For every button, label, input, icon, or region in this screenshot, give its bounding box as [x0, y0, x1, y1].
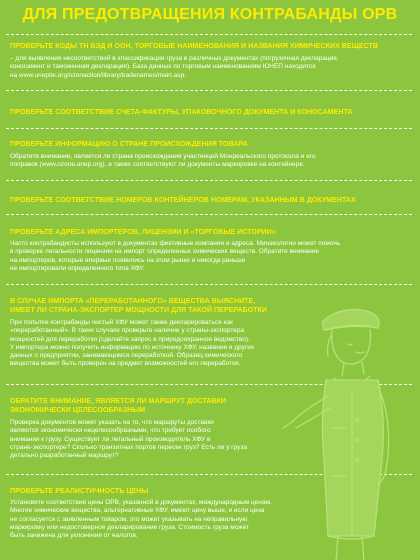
text-line: «переработанный». В таких случаях проверьте наличие у страны-экспортера — [10, 327, 245, 335]
text-line: Установите соответствие цены ОРВ, указанной в документах, международным ценам. — [10, 499, 272, 506]
text-line: Проверка документов может указать на то, что маршруты доставки — [10, 419, 214, 426]
text-line: данных о предприятии, занимающимся переработкой. Образец химического — [10, 352, 243, 360]
section-heading-invoice: ПРОВЕРЬТЕ СООТВЕТСТВИЕ СЧЕТА-ФАКТУРЫ, УПАКОВОЧНОГО ДОКУМЕНТА И КОНОСАМЕНТА — [10, 108, 353, 116]
text-line: маркировку или недостоверное декларирование груза. Стоимость груза может — [10, 523, 250, 531]
section-text-importers — [10, 240, 340, 273]
section-text-hs-codes — [10, 55, 339, 80]
text-line: коносамент и таможенная декларация). База данных по торговым наименованиям ЮНЕП находится — [10, 63, 316, 71]
text-line: поправок (www.ozone.unep.org), а также соответствуют ли документы маркировке на контейнере. — [10, 161, 305, 169]
text-line: Многие химические вещества, альтернативные ХФУ, имеют цену выше, и если цена — [10, 507, 265, 515]
text-line: – для выявления несоответствий в классификации груза в различных документах (погрузочная декларация, — [10, 55, 339, 62]
section-heading-recycled-2: ИМЕЕТ ЛИ СТРАНА-ЭКСПОРТЕР МОЩНОСТИ ДЛЯ ТАКОЙ ПЕРЕРАБОТКИ — [10, 306, 267, 314]
section-heading-origin: ПРОВЕРЬТЕ ИНФОРМАЦИЮ О СТРАНЕ ПРОИСХОЖДЕНИЯ ТОВАРА — [10, 140, 248, 148]
text-line: не согласуется с заявленным товаром, это может указывать на неправильную — [10, 515, 248, 523]
section-heading-recycled: В СЛУЧАЕ ИМПОРТА «ПЕРЕРАБОТАННОГО» ВЕЩЕСТВА ВЫЯСНИТЕ, — [10, 297, 256, 305]
section-heading-containers: ПРОВЕРЬТЕ СООТВЕТСТВИЕ НОМЕРОВ КОНТЕЙНЕРОВ НОМЕРАМ, УКАЗАННЫМ В ДОКУМЕНТАХ — [10, 196, 356, 204]
text-line: вещества может быть проверен на предмет возможностей его переработки. — [10, 360, 241, 368]
section-heading-importers: ПРОВЕРЬТЕ АДРЕСА ИМПОРТЕРОВ, ЛИЦЕНЗИИ И «ТОРГОВЫЕ ИСТОРИИ» — [10, 228, 276, 236]
text-line: стране-экспортере? Сколько транзитных портов пересек груз? Есть ли у груза — [10, 443, 247, 451]
section-divider — [6, 34, 412, 35]
section-text-recycled — [10, 319, 254, 369]
text-line: Часто контрабандисты используют в документах фиктивные компании и адреса. Минэкологии может помочь — [10, 240, 341, 247]
text-line: При попытке контрабанды чистый ХФУ может также декларироваться как — [10, 319, 233, 326]
text-line: Обратите внимание, является ли страна происхождения участницей Монреальского протокола и его — [10, 153, 316, 160]
text-line: не импортировали определенного типа ХФУ. — [10, 264, 145, 272]
text-line: внимания к грузу. Существует ли легальный производитель ХФУ в — [10, 435, 211, 443]
section-text-route — [10, 419, 247, 460]
text-line: в проверке легальности лицензии на импорт определенных химических веществ. Обратите внимание — [10, 248, 320, 256]
text-line: на импортеров, которые впервые появились на этом рынке и никогда раньше — [10, 256, 246, 264]
text-line: мощностей для переработки (сделайте запрос в природоохранное ведомство). — [10, 335, 250, 343]
section-divider — [6, 180, 412, 181]
text-line: детально разработанный маршрут? — [10, 452, 119, 460]
section-divider — [6, 214, 412, 215]
customs-officer-illustration — [282, 300, 420, 560]
section-heading-route-2: ЭКОНОМИЧЕСКИ ЦЕЛЕСООБРАЗНЫМ — [10, 406, 146, 414]
text-line: быть занижена для уклонения от налогов. — [10, 532, 138, 540]
page-title: ДЛЯ ПРЕДОТВРАЩЕНИЯ КОНТРАБАНДЫ ОРВ — [22, 6, 398, 23]
section-divider — [6, 128, 412, 129]
text-line: У импортера можно получить информацию по источнику ХФУ, название и других — [10, 343, 255, 351]
text-line: на www.uneptie.org/ozonaction/library/tradenames/main.asp. — [10, 71, 186, 79]
section-text-price — [10, 499, 272, 540]
section-heading-route: ОБРАТИТЕ ВНИМАНИЕ, ЯВЛЯЕТСЯ ЛИ МАРШРУТ ДОСТАВКИ — [10, 397, 226, 405]
section-text-origin — [10, 153, 316, 170]
section-divider — [6, 90, 412, 91]
text-line: являются экономически нецелесообразными, что требует особого — [10, 427, 211, 435]
section-divider — [6, 284, 412, 285]
section-heading-hs-codes: ПРОВЕРЬТЕ КОДЫ ТН ВЭД И ООН, ТОРГОВЫЕ НАИМЕНОВАНИЯ И НАЗВАНИЯ ХИМИЧЕСКИХ ВЕЩЕСТВ — [10, 42, 378, 50]
section-heading-price: ПРОВЕРЬТЕ РЕАЛИСТИЧНОСТЬ ЦЕНЫ — [10, 487, 149, 495]
